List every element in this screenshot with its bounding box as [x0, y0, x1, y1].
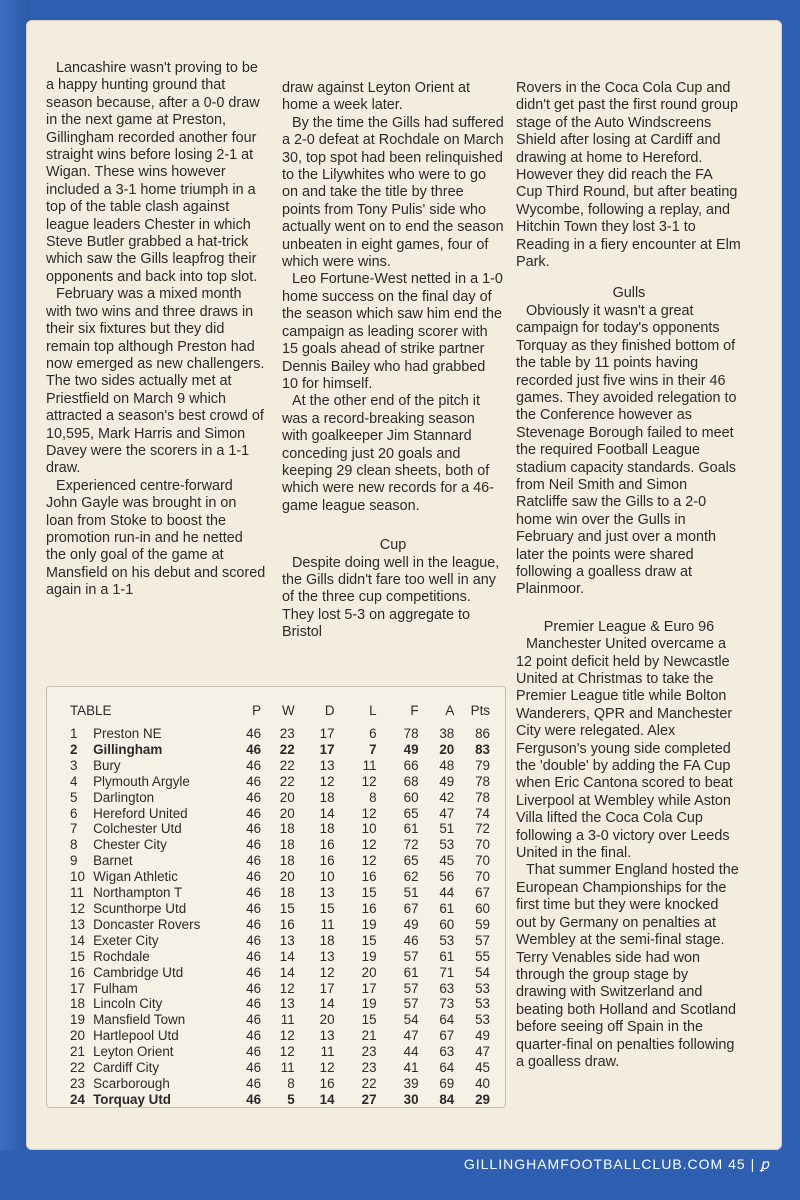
table-cell-l: 19 — [361, 916, 377, 932]
table-cell-pos: 16 — [70, 964, 85, 980]
table-cell-pos: 5 — [70, 789, 78, 805]
table-cell-w: 20 — [279, 789, 295, 805]
table-cell-pos: 13 — [70, 916, 85, 932]
table-cell-team: Preston NE — [93, 726, 162, 741]
table-cell-l: 12 — [361, 805, 377, 821]
table-cell-d: 20 — [319, 1012, 335, 1028]
table-row — [70, 1092, 490, 1108]
paragraph: At the other end of the pitch it was a record-breaking season with goalkeeper Jim Stannard conceding just 20 goals and keeping 29 clean sheets, both of which were new records for a 46-game league season. — [282, 393, 494, 514]
table-header-a: A — [445, 702, 455, 718]
table-cell-team: Gillingham — [93, 741, 163, 757]
table-row — [70, 726, 490, 742]
table-cell-f: 65 — [403, 805, 419, 821]
table-cell-l: 16 — [361, 900, 377, 916]
table-cell-team: Barnet — [93, 853, 133, 869]
table-row — [70, 949, 490, 965]
table-cell-p: 46 — [246, 757, 262, 773]
table-cell-pts: 60 — [475, 900, 490, 916]
table-cell-l: 27 — [361, 1091, 377, 1107]
table-cell-pos: 20 — [70, 1028, 85, 1044]
table-row — [70, 853, 490, 869]
table-cell-f: 61 — [403, 821, 419, 837]
table-cell-f: 66 — [403, 757, 419, 773]
table-cell-d: 18 — [319, 932, 335, 948]
table-cell-pos: 18 — [70, 996, 85, 1012]
table-cell-l: 12 — [361, 773, 377, 789]
table-cell-f: 65 — [403, 853, 419, 869]
table-cell-pos: 15 — [70, 948, 85, 964]
table-header-p: P — [252, 702, 262, 718]
table-cell-p: 46 — [246, 885, 262, 901]
table-cell-w: 22 — [279, 773, 295, 789]
paragraph: Manchester United overcame a 12 point deficit held by Newcastle United at Christmas to take the Premier League title while Bolton Wanderers, QPR and Manchester City were relegated. Alex Ferguson's young side completed the 'double' by adding the FA Cup when Eric Cantona scored to beat Liverpool at Wembley while Aston Villa lifted the Coca Cola Cup following a 3-0 victory over Leeds United in the final. — [516, 636, 733, 862]
table-cell-pos: 14 — [70, 932, 85, 948]
table-cell-w: 13 — [279, 996, 295, 1012]
table-cell-f: 30 — [403, 1091, 419, 1107]
table-cell-w: 20 — [279, 805, 295, 821]
table-cell-w: 12 — [279, 980, 295, 996]
table-cell-team: Leyton Orient — [93, 1044, 174, 1060]
table-cell-p: 46 — [246, 1044, 262, 1060]
table-cell-w: 5 — [287, 1091, 295, 1107]
table-cell-a: 71 — [439, 964, 455, 980]
table-cell-p: 46 — [246, 821, 262, 837]
table-row — [70, 933, 490, 949]
table-cell-d: 12 — [319, 964, 335, 980]
table-row — [70, 869, 490, 885]
table-cell-d: 12 — [319, 773, 335, 789]
table-row — [70, 806, 490, 822]
table-row — [70, 742, 490, 758]
table-cell-p: 46 — [246, 980, 262, 996]
table-cell-a: 45 — [439, 853, 455, 869]
table-cell-l: 12 — [361, 853, 377, 869]
table-cell-w: 18 — [279, 837, 295, 853]
table-cell-d: 15 — [319, 900, 335, 916]
table-cell-p: 46 — [246, 789, 262, 805]
table-cell-d: 13 — [319, 885, 335, 901]
table-cell-pos: 7 — [70, 821, 78, 837]
article-column-2 — [282, 80, 504, 642]
table-cell-d: 17 — [319, 741, 335, 757]
table-cell-d: 14 — [319, 1091, 335, 1107]
table-cell-f: 62 — [403, 869, 419, 885]
table-row — [70, 1012, 490, 1028]
table-cell-l: 7 — [369, 741, 377, 757]
paragraph: Leo Fortune-West netted in a 1-0 home success on the final day of the season which saw him end the campaign as leading scorer with 15 goals ahead of strike partner Dennis Bailey who had grabbed 10 for himself. — [282, 271, 503, 392]
table-cell-p: 46 — [246, 741, 262, 757]
table-cell-pts: 45 — [475, 1060, 490, 1076]
table-cell-d: 16 — [319, 837, 335, 853]
paragraph: draw against Leyton Orient at home a week later. — [282, 80, 470, 114]
table-cell-l: 16 — [361, 869, 377, 885]
table-cell-l: 10 — [361, 821, 377, 837]
table-cell-pos: 9 — [70, 853, 78, 869]
table-cell-a: 69 — [439, 1075, 455, 1091]
table-cell-a: 38 — [439, 726, 455, 741]
table-cell-pts: 83 — [475, 741, 490, 757]
table-row — [70, 1044, 490, 1060]
table-cell-pts: 67 — [475, 885, 490, 901]
table-cell-pos: 2 — [70, 741, 78, 757]
table-cell-p: 46 — [246, 948, 262, 964]
table-cell-team: Exeter City — [93, 932, 159, 948]
table-cell-d: 13 — [319, 1028, 335, 1044]
table-row — [70, 1028, 490, 1044]
table-row — [70, 965, 490, 981]
table-cell-d: 16 — [319, 853, 335, 869]
table-cell-d: 17 — [319, 980, 335, 996]
table-cell-a: 47 — [439, 805, 455, 821]
table-cell-p: 46 — [246, 726, 262, 741]
table-cell-p: 46 — [246, 1075, 262, 1091]
table-cell-d: 11 — [320, 1044, 335, 1060]
table-cell-f: 61 — [403, 964, 419, 980]
table-cell-team: Scarborough — [93, 1075, 170, 1091]
table-cell-f: 57 — [403, 980, 419, 996]
table-cell-team: Cardiff City — [93, 1060, 160, 1076]
table-row — [70, 758, 490, 774]
table-cell-l: 23 — [361, 1044, 377, 1060]
table-cell-pts: 78 — [475, 773, 490, 789]
table-cell-pts: 57 — [475, 932, 490, 948]
table-cell-team: Cambridge Utd — [93, 964, 184, 980]
table-cell-pts: 78 — [475, 789, 490, 805]
table-row — [70, 837, 490, 853]
table-cell-team: Plymouth Argyle — [93, 773, 190, 789]
table-cell-w: 12 — [279, 1028, 295, 1044]
table-cell-f: 51 — [403, 885, 419, 901]
table-cell-pts: 49 — [475, 1028, 490, 1044]
table-cell-team: Wigan Athletic — [93, 869, 178, 885]
table-cell-d: 16 — [319, 1075, 335, 1091]
table-cell-team: Rochdale — [93, 948, 150, 964]
table-cell-team: Bury — [93, 757, 121, 773]
footer-text — [464, 1156, 770, 1173]
table-cell-pts: 86 — [475, 726, 490, 741]
table-cell-f: 49 — [403, 741, 419, 757]
table-cell-a: 44 — [439, 885, 455, 901]
table-row — [70, 981, 490, 997]
league-table-body — [70, 726, 490, 1108]
table-cell-pos: 22 — [70, 1060, 85, 1076]
table-cell-w: 11 — [280, 1060, 295, 1076]
table-cell-a: 67 — [439, 1028, 455, 1044]
table-cell-team: Northampton T — [93, 885, 183, 901]
table-cell-pts: 79 — [475, 757, 490, 773]
paragraph: That summer England hosted the European Championships for the first time but they were knocked out by Germany on penalties at Wembley at the semi-final stage. Terry Venables side had won through the group stage by drawing with Switzerland and beating both Holland and Scotland before seeing off Spain in the quarter-final on penalties following a goalless draw. — [516, 862, 739, 1070]
table-cell-w: 16 — [279, 916, 295, 932]
table-cell-pts: 40 — [475, 1075, 490, 1091]
table-cell-pts: 54 — [475, 964, 490, 980]
table-cell-a: 73 — [439, 996, 455, 1012]
table-cell-pos: 3 — [70, 757, 78, 773]
paragraph: Lancashire wasn't proving to be a happy hunting ground that season because, after a 0-0 draw in the next game at Preston, Gillingham recorded another four straight wins before losing 2-1 at Wigan. These wins however included a 3-1 home triumph in a top of the table clash against league leaders Chester in which Steve Butler grabbed a hat-trick which saw the Gills leapfrog their opponents and back into top slot. — [46, 60, 260, 285]
table-cell-pts: 55 — [475, 948, 490, 964]
table-cell-pos: 17 — [70, 980, 85, 996]
table-cell-team: Darlington — [93, 789, 155, 805]
table-cell-pos: 24 — [70, 1091, 85, 1107]
table-cell-w: 14 — [279, 964, 295, 980]
section-heading-gulls: Gulls — [612, 285, 646, 302]
table-cell-a: 64 — [439, 1012, 455, 1028]
table-cell-p: 46 — [246, 773, 262, 789]
table-cell-l: 12 — [361, 837, 377, 853]
table-header-l: L — [369, 702, 377, 718]
table-cell-l: 19 — [361, 948, 377, 964]
table-cell-pos: 10 — [70, 869, 85, 885]
table-cell-a: 51 — [439, 821, 455, 837]
table-cell-w: 18 — [279, 821, 295, 837]
section-heading-cup: Cup — [379, 537, 407, 554]
table-cell-pts: 47 — [475, 1044, 490, 1060]
table-cell-pts: 70 — [475, 837, 490, 853]
table-cell-f: 78 — [403, 726, 419, 741]
table-header-w: W — [282, 702, 295, 718]
table-cell-d: 13 — [319, 757, 335, 773]
table-cell-p: 46 — [246, 1028, 262, 1044]
table-cell-team: Lincoln City — [93, 996, 163, 1012]
paragraph: Despite doing well in the league, the Gills didn't fare too well in any of the three cup competitions. They lost 5-3 on aggregate to Bristol — [282, 554, 500, 641]
league-table — [70, 702, 490, 1108]
table-cell-f: 67 — [403, 900, 419, 916]
table-cell-w: 20 — [279, 869, 295, 885]
table-header-row — [70, 702, 490, 726]
table-cell-f: 47 — [403, 1028, 419, 1044]
table-cell-w: 11 — [280, 1012, 295, 1028]
table-cell-p: 46 — [246, 853, 262, 869]
article-column-1 — [46, 60, 266, 600]
table-cell-d: 17 — [319, 726, 335, 741]
table-cell-team: Scunthorpe Utd — [93, 900, 187, 916]
table-cell-f: 72 — [403, 837, 419, 853]
table-cell-l: 8 — [369, 789, 377, 805]
paragraph: Experienced centre-forward John Gayle was brought in on loan from Stoke to boost the promotion run-in and he netted the only goal of the game at Mansfield on his debut and scored again in a 1-1 — [46, 477, 266, 599]
table-cell-p: 46 — [246, 900, 262, 916]
table-row — [70, 1060, 490, 1076]
table-cell-p: 46 — [246, 1012, 262, 1028]
table-row — [70, 821, 490, 837]
paragraph: Obviously it wasn't a great campaign for today's opponents Torquay as they finished bottom of the table by 11 points having recorded just five wins in their 46 games. They avoided relegation to the Conference however as Stevenage Borough failed to meet the required Football League stadium capacity standards. Goals from Neil Smith and Simon Ratcliffe saw the Gills to a 2-0 home win over the Gulls in February and just over a month later the points were shared following a goalless draw at Plainmoor. — [516, 302, 737, 598]
table-cell-a: 56 — [439, 869, 455, 885]
table-cell-a: 53 — [439, 837, 455, 853]
table-cell-pos: 12 — [70, 900, 85, 916]
paragraph: February was a mixed month with two wins and three draws in their six fixtures but they did remain top although Preston had now emerged as new challengers. The two sides actually met at Priestfield on March 9 which attracted a season's best crowd of 10,595, Mark Harris and Simon Davey were the scorers in a 1-1 draw. — [46, 286, 265, 477]
table-cell-team: Doncaster Rovers — [93, 916, 201, 932]
table-cell-pos: 8 — [70, 837, 78, 853]
table-row — [70, 996, 490, 1012]
table-cell-a: 48 — [439, 757, 455, 773]
table-cell-team: Hartlepool Utd — [93, 1028, 179, 1044]
table-cell-l: 11 — [362, 757, 377, 773]
table-cell-a: 60 — [439, 916, 455, 932]
table-cell-w: 12 — [279, 1044, 295, 1060]
table-cell-f: 57 — [403, 996, 419, 1012]
table-cell-d: 18 — [319, 821, 335, 837]
table-cell-pos: 6 — [70, 805, 78, 821]
table-cell-l: 6 — [369, 726, 377, 741]
table-cell-team: Hereford United — [93, 805, 188, 821]
table-cell-w: 18 — [279, 885, 295, 901]
table-header-pts: Pts — [470, 702, 490, 718]
table-cell-f: 39 — [403, 1075, 419, 1091]
table-cell-d: 11 — [320, 916, 335, 932]
table-cell-p: 46 — [246, 916, 262, 932]
table-row — [70, 917, 490, 933]
table-cell-f: 57 — [403, 948, 419, 964]
table-cell-d: 13 — [319, 948, 335, 964]
table-cell-d: 14 — [319, 996, 335, 1012]
table-cell-l: 15 — [361, 885, 377, 901]
table-cell-f: 41 — [403, 1060, 419, 1076]
table-cell-w: 8 — [287, 1075, 295, 1091]
table-cell-a: 42 — [439, 789, 455, 805]
table-cell-pos: 11 — [70, 885, 84, 901]
table-cell-p: 46 — [246, 1060, 262, 1076]
table-cell-a: 53 — [439, 932, 455, 948]
table-cell-w: 22 — [279, 757, 295, 773]
table-cell-p: 46 — [246, 964, 262, 980]
table-cell-w: 18 — [279, 853, 295, 869]
table-cell-team: Fulham — [93, 980, 138, 996]
table-cell-team: Colchester Utd — [93, 821, 182, 837]
table-cell-f: 60 — [403, 789, 419, 805]
table-cell-pts: 70 — [475, 869, 490, 885]
table-cell-pts: 53 — [475, 980, 490, 996]
table-cell-p: 46 — [246, 1091, 262, 1107]
table-cell-pts: 70 — [475, 853, 490, 869]
table-row — [70, 774, 490, 790]
table-cell-w: 14 — [279, 948, 295, 964]
table-cell-l: 22 — [361, 1075, 377, 1091]
section-heading-premier-league: Premier League & Euro 96 — [543, 618, 715, 635]
table-cell-l: 19 — [361, 996, 377, 1012]
table-header-d: D — [324, 702, 335, 718]
table-cell-f: 44 — [403, 1044, 419, 1060]
table-header-f: F — [410, 702, 419, 718]
table-cell-f: 49 — [403, 916, 419, 932]
table-cell-l: 15 — [361, 1012, 377, 1028]
table-cell-a: 84 — [439, 1091, 455, 1107]
table-cell-f: 68 — [403, 773, 419, 789]
table-cell-pos: 4 — [70, 773, 78, 789]
table-cell-f: 54 — [403, 1012, 419, 1028]
paragraph: By the time the Gills had suffered a 2-0 defeat at Rochdale on March 30, top spot had been relinquished to the Lilywhites who were to go on and take the title by three points from Tony Pulis' side who actually went on to end the season unbeaten in eight games, four of which were wins. — [282, 114, 504, 271]
table-cell-p: 46 — [246, 932, 262, 948]
table-cell-l: 17 — [361, 980, 377, 996]
table-cell-a: 64 — [439, 1060, 455, 1076]
table-cell-a: 63 — [439, 980, 455, 996]
article-column-3 — [516, 80, 742, 1071]
table-cell-f: 46 — [403, 932, 419, 948]
table-cell-a: 61 — [439, 948, 455, 964]
table-cell-p: 46 — [246, 805, 262, 821]
table-cell-d: 12 — [319, 1060, 335, 1076]
paragraph: Rovers in the Coca Cola Cup and didn't get past the first round group stage of the Auto Windscreens Shield after losing at Cardiff and drawing at home to Hereford. However they did reach the FA Cup Third Round, but after beating Wycombe, following a replay, and Hitchin Town they lost 3-1 to Reading in a fiery encounter at Elm Park. — [516, 80, 741, 271]
table-cell-team: Chester City — [93, 837, 167, 853]
table-cell-a: 20 — [439, 741, 455, 757]
table-cell-pos: 1 — [70, 726, 78, 741]
table-row — [70, 901, 490, 917]
table-cell-pts: 29 — [475, 1091, 490, 1107]
table-cell-pts: 53 — [475, 996, 490, 1012]
table-cell-d: 10 — [319, 869, 335, 885]
table-cell-a: 49 — [439, 773, 455, 789]
table-header-title: TABLE — [70, 702, 112, 718]
table-cell-team: Mansfield Town — [93, 1012, 186, 1028]
table-cell-d: 14 — [319, 805, 335, 821]
table-cell-w: 23 — [279, 726, 295, 741]
table-cell-w: 22 — [279, 741, 295, 757]
table-cell-team: Torquay Utd — [93, 1091, 171, 1107]
table-row — [70, 885, 490, 901]
table-cell-pos: 21 — [70, 1044, 85, 1060]
table-cell-pos: 19 — [70, 1012, 85, 1028]
table-cell-l: 15 — [361, 932, 377, 948]
table-cell-d: 18 — [319, 789, 335, 805]
table-cell-l: 23 — [361, 1060, 377, 1076]
table-row — [70, 1076, 490, 1092]
table-cell-p: 46 — [246, 996, 262, 1012]
table-cell-l: 20 — [361, 964, 377, 980]
table-cell-pts: 59 — [475, 916, 490, 932]
table-cell-pts: 74 — [475, 805, 490, 821]
table-cell-l: 21 — [361, 1028, 377, 1044]
table-cell-a: 61 — [439, 900, 455, 916]
table-row — [70, 790, 490, 806]
table-cell-pts: 72 — [475, 821, 490, 837]
table-cell-p: 46 — [246, 869, 262, 885]
footer-url-page: GILLINGHAMFOOTBALLCLUB.COM 45 | — [463, 1156, 761, 1172]
table-cell-a: 63 — [439, 1044, 455, 1060]
table-cell-p: 46 — [246, 837, 262, 853]
table-cell-pts: 53 — [475, 1012, 490, 1028]
table-cell-w: 13 — [279, 932, 295, 948]
table-cell-w: 15 — [279, 900, 295, 916]
table-cell-pos: 23 — [70, 1075, 85, 1091]
club-logo-icon: ꝑ — [760, 1156, 770, 1172]
